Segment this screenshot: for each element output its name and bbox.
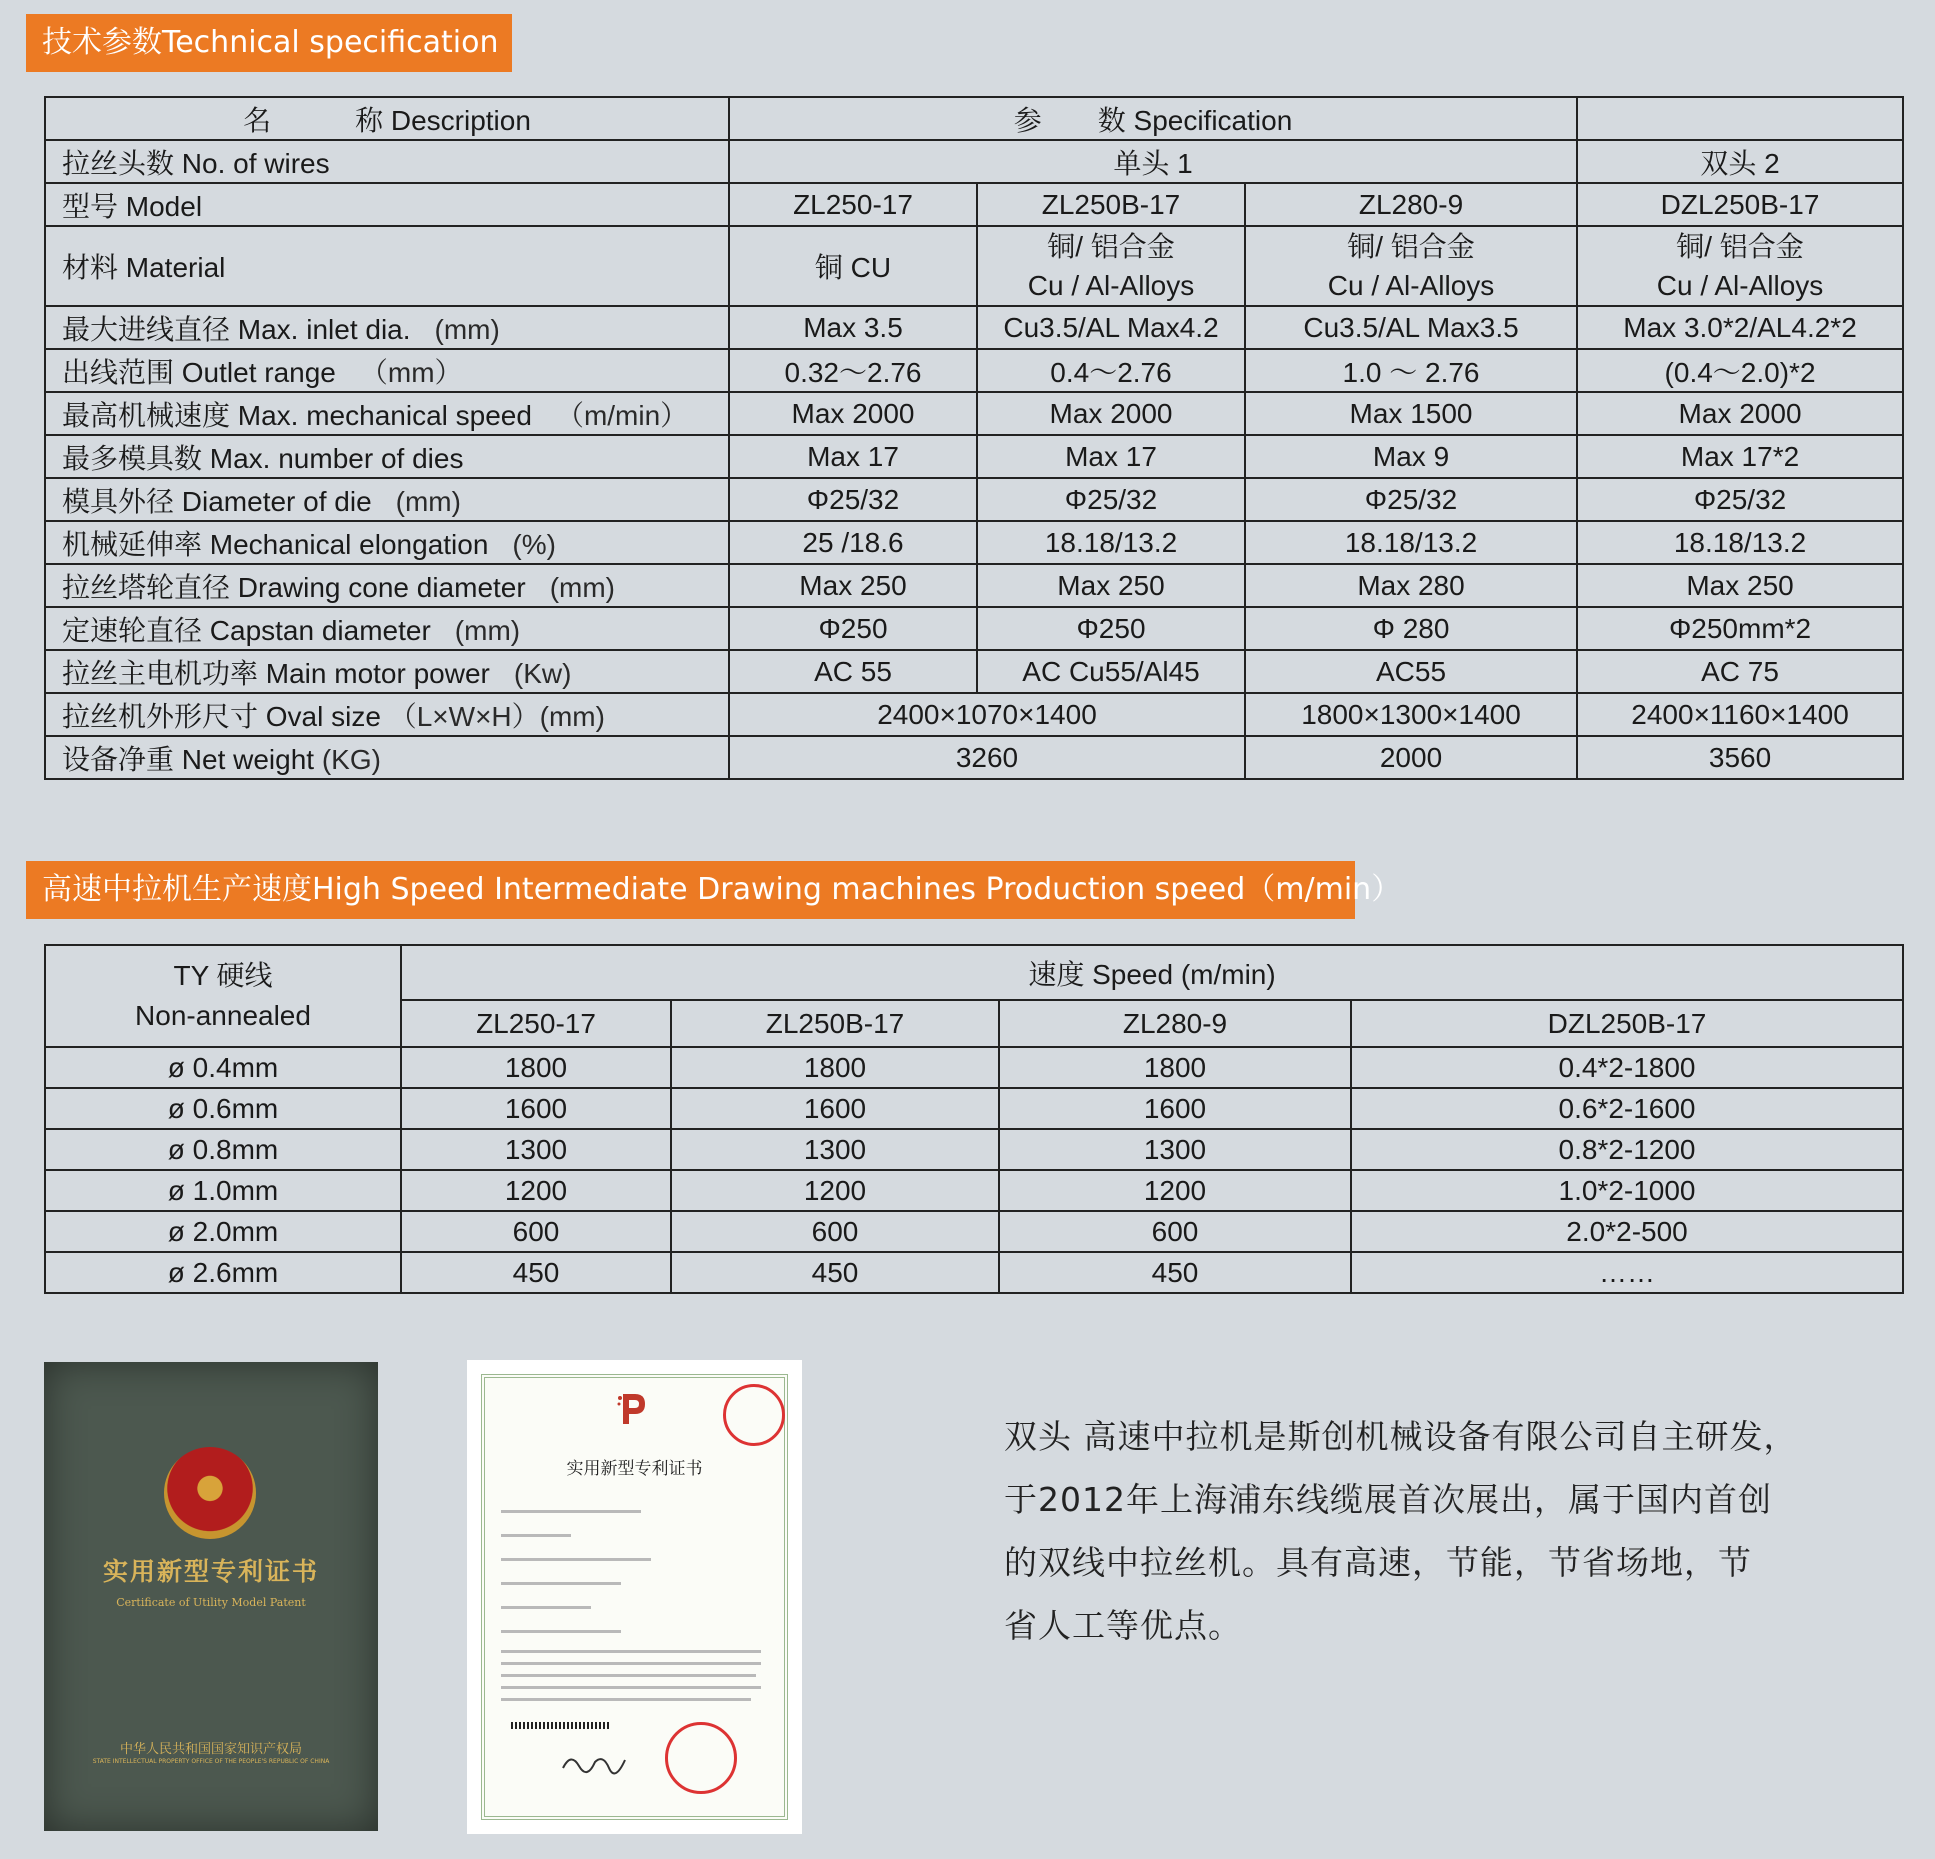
speed-cell-v2: 600 [671,1211,999,1252]
speed-cell-v1: 600 [401,1211,671,1252]
cover-issuer-en: STATE INTELLECTUAL PROPERTY OFFICE OF THE PEOPLE'S REPUBLIC OF CHINA [92,1758,330,1765]
spec-row-unit: (mm) [395,485,461,517]
speed-cell-v3: 1600 [999,1088,1351,1129]
speed-cell-v1: 1600 [401,1088,671,1129]
technical-spec-table [44,96,1904,780]
spec-cell-v1: Max 2000 [729,392,977,435]
weight-v3: 2000 [1245,736,1577,779]
national-emblem-icon [164,1447,256,1539]
spec-row-label [45,607,729,650]
speed-cell-v2: 1300 [671,1129,999,1170]
spec-cell-v3: Φ25/32 [1245,478,1577,521]
speed-cell-v2: 1600 [671,1088,999,1129]
material-v3-cn: 铜/ 铝合金 [1347,231,1475,262]
spec-cell-v3: Max 280 [1245,564,1577,607]
material-v2 [977,226,1245,306]
speed-cell-v1: 1300 [401,1129,671,1170]
speed-row [45,1047,1903,1088]
spec-cell-v1: Φ25/32 [729,478,977,521]
text-line [501,1650,761,1653]
spec-row-label-text: 定速轮直径 Capstan diameter [62,614,431,646]
description-line: 的双线中拉丝机。具有高速，节能，节省场地，节 [1004,1543,1752,1582]
weight-v4: 3560 [1577,736,1903,779]
spec-row-label-text: 出线范围 Outlet range [62,356,336,388]
spec-row-unit: (mm) [434,313,500,345]
material-v2-cn: 铜/ 铝合金 [1047,231,1175,262]
spec-header: 参 数 Specification [729,97,1577,140]
spec-row-unit: (mm) [549,571,615,603]
spec-cell-v4: Max 17*2 [1577,435,1903,478]
spec-cell-v4: (0.4～2.0)*2 [1577,349,1903,392]
spec-row-label [45,349,729,392]
material-row [45,226,1903,306]
red-seal-icon [665,1722,737,1794]
certificate-title: 实用新型专利证书 [566,1459,703,1479]
weight-label [45,736,729,779]
spec-row [45,478,1903,521]
spec-row-label-text: 模具外径 Diameter of die [62,485,372,517]
oval-v12: 2400×1070×1400 [729,693,1245,736]
spec-cell-v1: Max 17 [729,435,977,478]
spec-cell-v1: 25 /18.6 [729,521,977,564]
ty-header-cn: TY 硬线 [173,960,273,991]
section-title-technical-spec: 技术参数Technical specification [26,14,512,72]
spec-cell-v3: AC55 [1245,650,1577,693]
text-line [501,1534,571,1537]
spec-cell-v2: Φ250 [977,607,1245,650]
spec-cell-v2: Cu3.5/AL Max4.2 [977,306,1245,349]
spec-row-label-text: 最大进线直径 Max. inlet dia. [62,313,411,345]
ty-header [45,945,401,1047]
signature-icon [559,1748,629,1778]
text-line [501,1698,751,1701]
section-title-production-speed: 高速中拉机生产速度High Speed Intermediate Drawing machines Production speed（m/min） [26,861,1355,919]
wires-single: 单头 1 [729,140,1577,183]
cover-issuer: 中华人民共和国国家知识产权局 [119,1742,302,1757]
speed-cell-v4: 2.0*2-500 [1351,1211,1903,1252]
speed-cell-v2: 1200 [671,1170,999,1211]
spec-row [45,607,1903,650]
material-v3-en: Cu / Al-Alloys [1327,270,1495,301]
speed-row [45,1252,1903,1293]
oval-row [45,693,1903,736]
spec-cell-v1: Φ250 [729,607,977,650]
spec-cell-v2: Max 17 [977,435,1245,478]
speed-header: 速度 Speed (m/min) [401,945,1903,1000]
spec-row-unit: (Kw) [513,657,572,689]
spec-row [45,435,1903,478]
spec-cell-v4: Φ25/32 [1577,478,1903,521]
speed-cell-v1: 1800 [401,1047,671,1088]
spec-cell-v4: AC 75 [1577,650,1903,693]
spec-cell-v4: 18.18/13.2 [1577,521,1903,564]
spec-row [45,564,1903,607]
spec-row-label-text: 最多模具数 Max. number of dies [62,442,464,474]
spec-cell-v2: Max 250 [977,564,1245,607]
weight-unit: (KG) [321,743,381,775]
speed-cell-v4: 0.6*2-1600 [1351,1088,1903,1129]
spec-row-label-text: 拉丝主电机功率 Main motor power [62,657,490,689]
spec-row [45,349,1903,392]
speed-cell-v4: 1.0*2-1000 [1351,1170,1903,1211]
weight-row [45,736,1903,779]
oval-unit: （L×W×H）(mm) [388,700,605,732]
production-speed-table [44,944,1904,1294]
description-line: 省人工等优点。 [1004,1606,1242,1645]
speed-cell-v1: 1200 [401,1170,671,1211]
spec-row-label [45,650,729,693]
speed-header-row [45,945,1903,1000]
spec-cell-v3: Cu3.5/AL Max3.5 [1245,306,1577,349]
spec-cell-v2: 0.4～2.76 [977,349,1245,392]
spec-row-label-text: 拉丝塔轮直径 Drawing cone diameter [62,571,526,603]
spec-cell-v1: Max 3.5 [729,306,977,349]
speed-cell-v2: 1800 [671,1047,999,1088]
spec-row-label [45,392,729,435]
model-v4: DZL250B-17 [1577,183,1903,226]
speed-cell-v3: 1800 [999,1047,1351,1088]
spec-row-label [45,435,729,478]
material-v4-en: Cu / Al-Alloys [1656,270,1824,301]
speed-cell-v4: …… [1351,1252,1903,1293]
speed-row [45,1170,1903,1211]
spec-row [45,650,1903,693]
speed-model-3: ZL280-9 [999,1000,1351,1047]
patent-certificate-cover [44,1362,378,1831]
weight-v12: 3260 [729,736,1245,779]
wires-row [45,140,1903,183]
wires-double: 双头 2 [1577,140,1903,183]
cover-title: 实用新型专利证书 [102,1557,319,1586]
text-line [501,1630,621,1633]
patent-certificate-page [467,1360,802,1834]
model-v1: ZL250-17 [729,183,977,226]
cover-subtitle: Certificate of Utility Model Patent [116,1596,306,1609]
wires-label: 拉丝头数 No. of wires [45,140,729,183]
ty-header-en: Non-annealed [135,1000,311,1031]
description-line: 双头 高速中拉机是斯创机械设备有限公司自主研发， [1004,1417,1798,1456]
spec-row-label-text: 机械延伸率 Mechanical elongation [62,528,489,560]
patent-office-logo-icon [615,1390,651,1428]
spec-cell-v3: Φ 280 [1245,607,1577,650]
speed-cell-v4: 0.4*2-1800 [1351,1047,1903,1088]
speed-model-2: ZL250B-17 [671,1000,999,1047]
oval-v4: 2400×1160×1400 [1577,693,1903,736]
spec-header-row [45,97,1903,140]
spec-cell-v1: Max 250 [729,564,977,607]
wire-diameter-cell: ø 0.4mm [45,1047,401,1088]
speed-cell-v4: 0.8*2-1200 [1351,1129,1903,1170]
spec-cell-v1: 0.32～2.76 [729,349,977,392]
speed-model-4: DZL250B-17 [1351,1000,1903,1047]
speed-row [45,1211,1903,1252]
wire-diameter-cell: ø 2.6mm [45,1252,401,1293]
description-line: 于2012年上海浦东线缆展首次展出，属于国内首创 [1004,1480,1772,1519]
spec-row-label [45,478,729,521]
spec-row-unit: (mm) [454,614,521,646]
speed-cell-v3: 450 [999,1252,1351,1293]
red-seal-icon [723,1384,785,1446]
material-v1: 铜 CU [729,226,977,306]
spec-cell-v3: 18.18/13.2 [1245,521,1577,564]
wire-diameter-cell: ø 0.6mm [45,1088,401,1129]
speed-cell-v3: 1200 [999,1170,1351,1211]
spec-cell-v1: AC 55 [729,650,977,693]
text-line [501,1662,761,1665]
spec-cell-v2: Max 2000 [977,392,1245,435]
model-label: 型号 Model [45,183,729,226]
speed-model-1: ZL250-17 [401,1000,671,1047]
spec-row-label [45,521,729,564]
speed-cell-v3: 1300 [999,1129,1351,1170]
oval-v3: 1800×1300×1400 [1245,693,1577,736]
spec-cell-v3: Max 1500 [1245,392,1577,435]
material-v4 [1577,226,1903,306]
material-label: 材料 Material [45,226,729,306]
spec-cell-v4: Max 3.0*2/AL4.2*2 [1577,306,1903,349]
spec-cell-v4: Max 250 [1577,564,1903,607]
speed-cell-v3: 600 [999,1211,1351,1252]
speed-row [45,1088,1903,1129]
material-v4-cn: 铜/ 铝合金 [1676,231,1804,262]
wire-diameter-cell: ø 0.8mm [45,1129,401,1170]
text-line [501,1582,621,1585]
text-line [501,1510,641,1513]
model-v3: ZL280-9 [1245,183,1577,226]
spec-cell-v2: 18.18/13.2 [977,521,1245,564]
spec-row-unit: （m/min） [555,399,689,431]
spec-row-unit: (%) [512,528,556,560]
model-v2: ZL250B-17 [977,183,1245,226]
barcode-icon [511,1722,611,1729]
spec-cell-v3: Max 9 [1245,435,1577,478]
speed-cell-v2: 450 [671,1252,999,1293]
model-row [45,183,1903,226]
text-line [501,1558,651,1561]
text-line [501,1686,761,1689]
speed-cell-v1: 450 [401,1252,671,1293]
spec-row-label [45,306,729,349]
speed-row [45,1129,1903,1170]
oval-label [45,693,729,736]
text-line [501,1606,591,1609]
material-v3 [1245,226,1577,306]
oval-label-text: 拉丝机外形尺寸 Oval size [62,700,381,732]
spec-row [45,306,1903,349]
spec-header-blank [1577,97,1903,140]
spec-cell-v3: 1.0 ～ 2.76 [1245,349,1577,392]
wire-diameter-cell: ø 2.0mm [45,1211,401,1252]
spec-row-unit: （mm） [359,356,463,388]
text-line [501,1674,756,1677]
material-v2-en: Cu / Al-Alloys [1027,270,1195,301]
spec-row-label [45,564,729,607]
weight-label-text: 设备净重 Net weight [62,743,315,775]
desc-header: 名 称 Description [45,97,729,140]
spec-row [45,521,1903,564]
spec-cell-v2: AC Cu55/Al45 [977,650,1245,693]
spec-cell-v4: Max 2000 [1577,392,1903,435]
product-description [1004,1405,1884,1657]
spec-row [45,392,1903,435]
spec-row-label-text: 最高机械速度 Max. mechanical speed [62,399,532,431]
spec-cell-v4: Φ250mm*2 [1577,607,1903,650]
spec-cell-v2: Φ25/32 [977,478,1245,521]
wire-diameter-cell: ø 1.0mm [45,1170,401,1211]
